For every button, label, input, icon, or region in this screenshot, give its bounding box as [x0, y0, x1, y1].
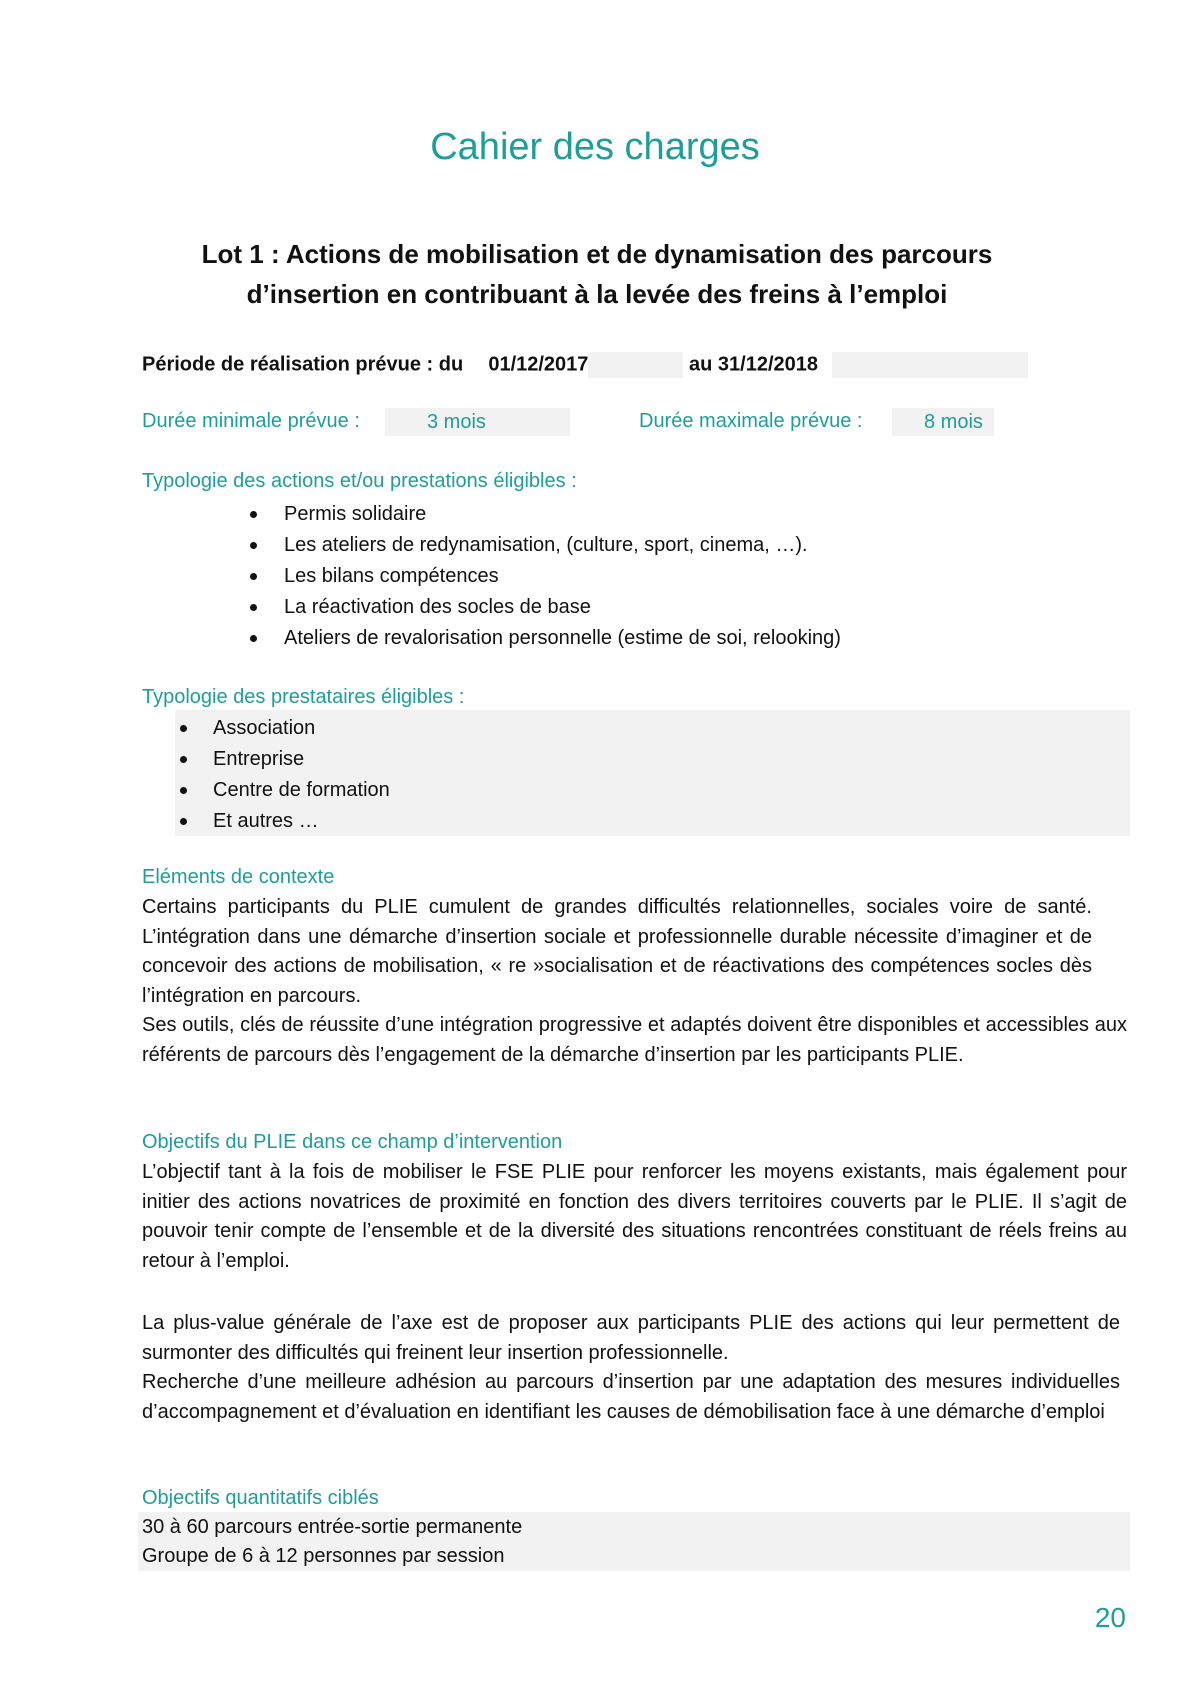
lot-title: Lot 1 : Actions de mobilisation et de dynamisation des parcours d’insertion en contribuant à la levée des freins à l’emploi — [201, 239, 993, 309]
duree-max-value: 8 mois — [892, 408, 994, 436]
contexte-paragraph-1: Certains participants du PLIE cumulent de grandes difficultés relationnelles, sociales voire de santé. L’intégration dans une démarche d’insertion sociale et professionnelle durable nécessite d’imaginer et de concevoir des actions de mobilisation, « re »socialisation et de réactivations des compétences socles dès l’intégration en parcours. — [142, 896, 1092, 1007]
bullet-icon — [180, 725, 187, 732]
objectifs-paragraph-2: La plus-value générale de l’axe est de proposer aux participants PLIE des actions qui leur permettent de surmonter des difficultés qui freinent leur insertion professionnelle. — [142, 1312, 1120, 1364]
page-number: 20 — [1094, 1602, 1126, 1633]
bullet-icon — [250, 604, 257, 611]
list-item: Les ateliers de redynamisation, (culture, sport, cinema, …). — [250, 530, 841, 561]
periode-end-blank — [832, 352, 1028, 378]
bullet-icon — [180, 787, 187, 794]
quantitatifs-line-1: 30 à 60 parcours entrée-sortie permanente — [142, 1516, 523, 1538]
quantitatifs-line-2: Groupe de 6 à 12 personnes par session — [142, 1545, 505, 1567]
list-item: Centre de formation — [180, 775, 390, 806]
bullet-icon — [250, 542, 257, 549]
list-item: Permis solidaire — [250, 499, 841, 530]
list-item: Association — [180, 713, 390, 744]
duree-min-value: 3 mois — [385, 408, 570, 436]
periode-start-blank — [588, 352, 683, 378]
prestataires-heading: Typologie des prestataires éligibles : — [142, 686, 465, 708]
bullet-icon — [180, 818, 187, 825]
objectifs-heading: Objectifs du PLIE dans ce champ d’intervention — [142, 1131, 563, 1153]
list-item: Entreprise — [180, 744, 390, 775]
objectifs-paragraph-3: Recherche d’une meilleure adhésion au parcours d’insertion par une adaptation des mesures individuelles d’accompagnement et d’évaluation en identifiant les causes de démobilisation face à une démarche d’emploi — [142, 1371, 1120, 1423]
prestataires-list — [180, 713, 390, 837]
actions-list — [250, 499, 841, 654]
duree-min-label: Durée minimale prévue : — [142, 410, 360, 432]
bullet-icon — [180, 756, 187, 763]
duree-max-label: Durée maximale prévue : — [639, 410, 863, 432]
bullet-icon — [250, 573, 257, 580]
document-title: Cahier des charges — [430, 126, 760, 168]
list-item: Les bilans compétences — [250, 561, 841, 592]
periode-start: 01/12/2017 — [488, 353, 589, 376]
periode-label: Période de réalisation prévue : du — [142, 353, 464, 376]
actions-heading: Typologie des actions et/ou prestations éligibles : — [142, 470, 577, 492]
objectifs-paragraph-1: L’objectif tant à la fois de mobiliser le FSE PLIE pour renforcer les moyens existants, mais également pour initier des actions novatrices de proximité en fonction des divers territoires couverts par le PLIE. Il s’agit de pouvoir tenir compte de l’ensemble et de la diversité des situations rencontrées constituant de réels freins au retour à l’emploi. — [142, 1161, 1127, 1272]
periode-row — [142, 352, 1028, 378]
list-item: Et autres … — [180, 806, 390, 837]
contexte-heading: Eléments de contexte — [142, 866, 335, 888]
quantitatifs-heading: Objectifs quantitatifs ciblés — [142, 1487, 379, 1509]
bullet-icon — [250, 635, 257, 642]
list-item: La réactivation des socles de base — [250, 592, 841, 623]
contexte-paragraph-2: Ses outils, clés de réussite d’une intégration progressive et adaptés doivent être disponibles et accessibles aux référents de parcours dès l’engagement de la démarche d’insertion par les participants PLIE. — [142, 1014, 1127, 1066]
list-item: Ateliers de revalorisation personnelle (estime de soi, relooking) — [250, 623, 841, 654]
periode-end: au 31/12/2018 — [689, 353, 818, 376]
bullet-icon — [250, 511, 257, 518]
